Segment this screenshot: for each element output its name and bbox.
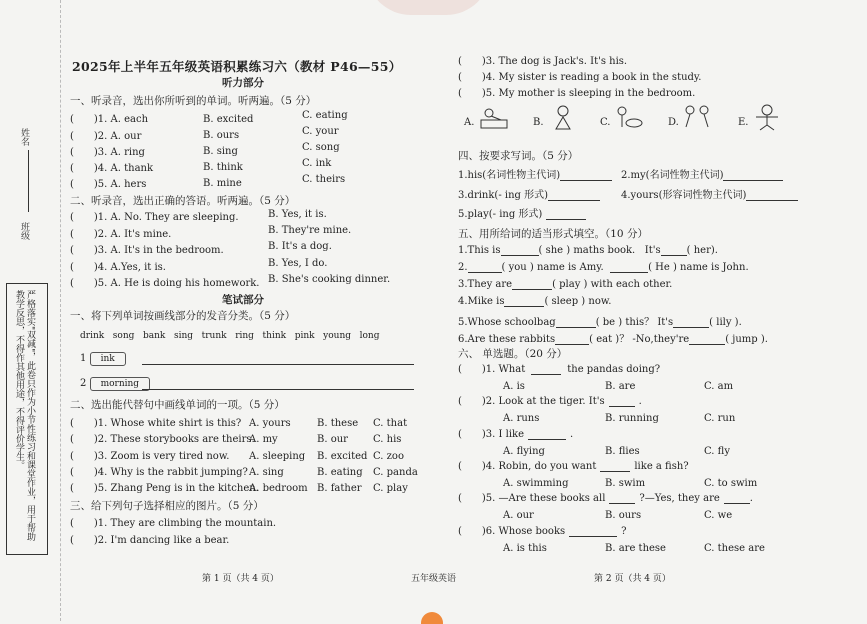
option: A. bedroom <box>249 483 308 494</box>
sec6-question: ( )6. Whose books ? <box>458 526 627 537</box>
sec2-option: B. It's a dog. <box>268 241 332 252</box>
option: A. our <box>503 510 534 521</box>
sec1-option: C. theirs <box>302 174 346 185</box>
sec5-line: 6.Are these rabbits ( eat )？ -No,they're ( jump ). <box>458 334 768 345</box>
picture-d-climbing <box>680 103 714 131</box>
wsec2-row: ( )4. Why is the rabbit jumping? <box>70 467 248 478</box>
sec2-row: ( )1. A. No. They are sleeping. <box>70 212 239 223</box>
sec6-question: ( )5. —Are these books all ?—Yes, they are . <box>458 493 753 504</box>
option: B. these <box>317 418 359 429</box>
option: A. sing <box>249 467 284 478</box>
sec2-option: B. They're mine. <box>268 225 352 236</box>
sec1-row: ( )5. A. hers <box>70 179 147 190</box>
name-line <box>28 150 29 212</box>
sec2-option: B. She's cooking dinner. <box>268 274 391 285</box>
picture-c-dog <box>612 103 646 131</box>
option: B. our <box>317 434 348 445</box>
word-list <box>80 331 379 341</box>
pic-label: B. <box>533 117 544 128</box>
option: C. that <box>373 418 408 429</box>
sec5-line: 1.This is ( she ) maths book. It's ( her). <box>458 245 718 256</box>
sec1-row: ( )1. A. each <box>70 114 149 125</box>
sec1-option: C. song <box>302 142 340 153</box>
wsec3-heading: 三、给下列句子选择相应的图片。（5 分） <box>70 500 264 512</box>
word-item: pink <box>294 331 315 341</box>
word-item: sing <box>173 331 194 341</box>
wsec3-row: ( )3. The dog is Jack's. It's his. <box>458 56 628 67</box>
page-title: 2025年上半年五年级英语积累练习六（教材 P46—55） <box>72 59 402 74</box>
pic-label: E. <box>738 117 749 128</box>
option: C. play <box>373 483 408 494</box>
sec2-heading: 二、听录音，选出正确的答语。听两遍。（5 分） <box>70 195 296 207</box>
sec4-item: 1.his(名词性物主代词) <box>458 166 612 181</box>
option: A. is <box>503 381 525 392</box>
sec1-option: C. eating <box>302 110 348 121</box>
word-item: think <box>262 331 287 341</box>
option: C. to swim <box>704 478 758 489</box>
seal-mark <box>366 0 491 15</box>
sec6-question: ( )3. I like . <box>458 429 574 440</box>
written-heading: 笔试部分 <box>222 294 264 306</box>
option: C. his <box>373 434 402 445</box>
sec1-option: B. sing <box>203 146 238 157</box>
sec6-heading: 六、 单选题。（20 分） <box>458 348 568 360</box>
sec5-line: 2. ( you ) name is Amy. ( He ) name is John. <box>458 262 749 273</box>
orange-marker <box>421 612 443 624</box>
sec5-heading: 五、用所给词的适当形式填空。（10 分） <box>458 228 648 240</box>
option: B. excited <box>317 451 368 462</box>
sec4-item: 5.play(- ing 形式) <box>458 205 586 220</box>
option: B. father <box>317 483 362 494</box>
sec2-row: ( )3. A. It's in the bedroom. <box>70 245 224 256</box>
answer-line <box>142 389 414 390</box>
sec1-row: ( )4. A. thank <box>70 163 154 174</box>
option: A. yours <box>249 418 291 429</box>
option: A. sleeping <box>249 451 306 462</box>
sec2-option: B. Yes, it is. <box>268 209 327 220</box>
option: C. panda <box>373 467 418 478</box>
sec2-row: ( )5. A. He is doing his homework. <box>70 278 260 289</box>
sec1-option: C. your <box>302 126 339 137</box>
option: C. we <box>704 510 733 521</box>
sec1-option: B. ours <box>203 130 240 141</box>
sec6-question: ( )4. Robin, do you want like a fish? <box>458 461 689 472</box>
sec6-question: ( )2. Look at the tiger. It's . <box>458 396 642 407</box>
binding-strip <box>0 0 61 621</box>
pic-label: A. <box>464 117 475 128</box>
sec2-row: ( )4. A.Yes, it is. <box>70 262 166 273</box>
sec1-row: ( )2. A. our <box>70 131 142 142</box>
sort-row-2 <box>80 377 150 391</box>
sec1-heading: 一、听录音，选出你所听到的单词。听两遍。（5 分） <box>70 95 317 107</box>
footer-page-left: 第 1 页（共 4 页） <box>202 574 279 584</box>
option: A. my <box>249 434 278 445</box>
sec4-item: 3.drink(- ing 形式) <box>458 186 600 201</box>
picture-e-dancing <box>750 103 784 131</box>
sec5-line: 4.Mike is ( sleep ) now. <box>458 296 612 307</box>
sec5-line: 3.They are ( play ) with each other. <box>458 279 673 290</box>
sec4-item: 4.yours(形容词性物主代词) <box>621 186 798 201</box>
word-item: bank <box>143 331 166 341</box>
sec6-question: ( )1. What the pandas doing? <box>458 364 661 375</box>
pic-label: C. <box>600 117 611 128</box>
option: C. these are <box>704 543 765 554</box>
sort-row-1 <box>80 352 126 366</box>
wsec2-heading: 二、选出能代替句中画线单词的一项。（5 分） <box>70 399 285 411</box>
example-word-box: ink <box>90 352 126 366</box>
word-item: trunk <box>201 331 227 341</box>
word-item: song <box>112 331 135 341</box>
option: B. are <box>605 381 636 392</box>
footer-page-right: 第 2 页（共 4 页） <box>594 574 671 584</box>
wsec3-row: ( )5. My mother is sleeping in the bedroom. <box>458 88 696 99</box>
sec5-line: 5.Whose schoolbag ( be ) this？ It's ( lily ). <box>458 317 742 328</box>
example-word-box: morning <box>90 377 151 391</box>
option: A. runs <box>503 413 540 424</box>
warning-text: 严格落实"双减"，此卷只作为小节性练习和课堂作业，用于帮助教学反思，不得作其他用途，不得评价学生。 <box>14 290 35 542</box>
sec1-row: ( )3. A. ring <box>70 147 145 158</box>
sec1-option: B. mine <box>203 178 242 189</box>
option: C. zoo <box>373 451 404 462</box>
footer-subject: 五年级英语 <box>411 574 457 584</box>
sec4-item: 2.my(名词性物主代词) <box>621 166 783 181</box>
name-label: 姓名 <box>19 128 29 146</box>
option: A. flying <box>503 446 545 457</box>
option: C. am <box>704 381 734 392</box>
row-number: 2 <box>80 378 87 389</box>
option: B. swim <box>605 478 646 489</box>
word-item: ring <box>235 331 254 341</box>
sec1-option: C. ink <box>302 158 332 169</box>
wsec2-row: ( )2. These storybooks are theirs. <box>70 434 255 445</box>
pic-label: D. <box>668 117 679 128</box>
row-number: 1 <box>80 353 87 364</box>
option: C. fly <box>704 446 730 457</box>
word-item: long <box>359 331 380 341</box>
sec1-option: B. think <box>203 162 243 173</box>
wsec2-row: ( )1. Whose white shirt is this? <box>70 418 242 429</box>
sec4-heading: 四、按要求写词。（5 分） <box>458 150 579 162</box>
wsec2-row: ( )3. Zoom is very tired now. <box>70 451 230 462</box>
option: B. running <box>605 413 659 424</box>
option: B. are these <box>605 543 666 554</box>
class-label: 班级 <box>19 222 29 240</box>
wsec3-row: ( )4. My sister is reading a book in the study. <box>458 72 702 83</box>
sec2-option: B. Yes, I do. <box>268 258 328 269</box>
wsec2-row: ( )5. Zhang Peng is in the kitchen. <box>70 483 259 494</box>
sec1-option: B. excited <box>203 114 254 125</box>
wsec3-row: ( )1. They are climbing the mountain. <box>70 518 277 529</box>
option: C. run <box>704 413 736 424</box>
wsec1-heading: 一、将下列单词按画线部分的发音分类。（5 分） <box>70 310 296 322</box>
option: A. swimming <box>503 478 569 489</box>
option: A. is this <box>503 543 547 554</box>
picture-b-girl <box>546 103 580 131</box>
word-item: drink <box>80 331 105 341</box>
word-item: young <box>323 331 352 341</box>
warning-box <box>6 283 48 555</box>
wsec3-row: ( )2. I'm dancing like a bear. <box>70 535 230 546</box>
option: B. ours <box>605 510 642 521</box>
option: B. eating <box>317 467 363 478</box>
option: B. flies <box>605 446 640 457</box>
sec2-row: ( )2. A. It's mine. <box>70 229 172 240</box>
listening-heading: 听力部分 <box>222 77 264 89</box>
answer-line <box>142 364 414 365</box>
picture-a-reading <box>477 104 511 132</box>
